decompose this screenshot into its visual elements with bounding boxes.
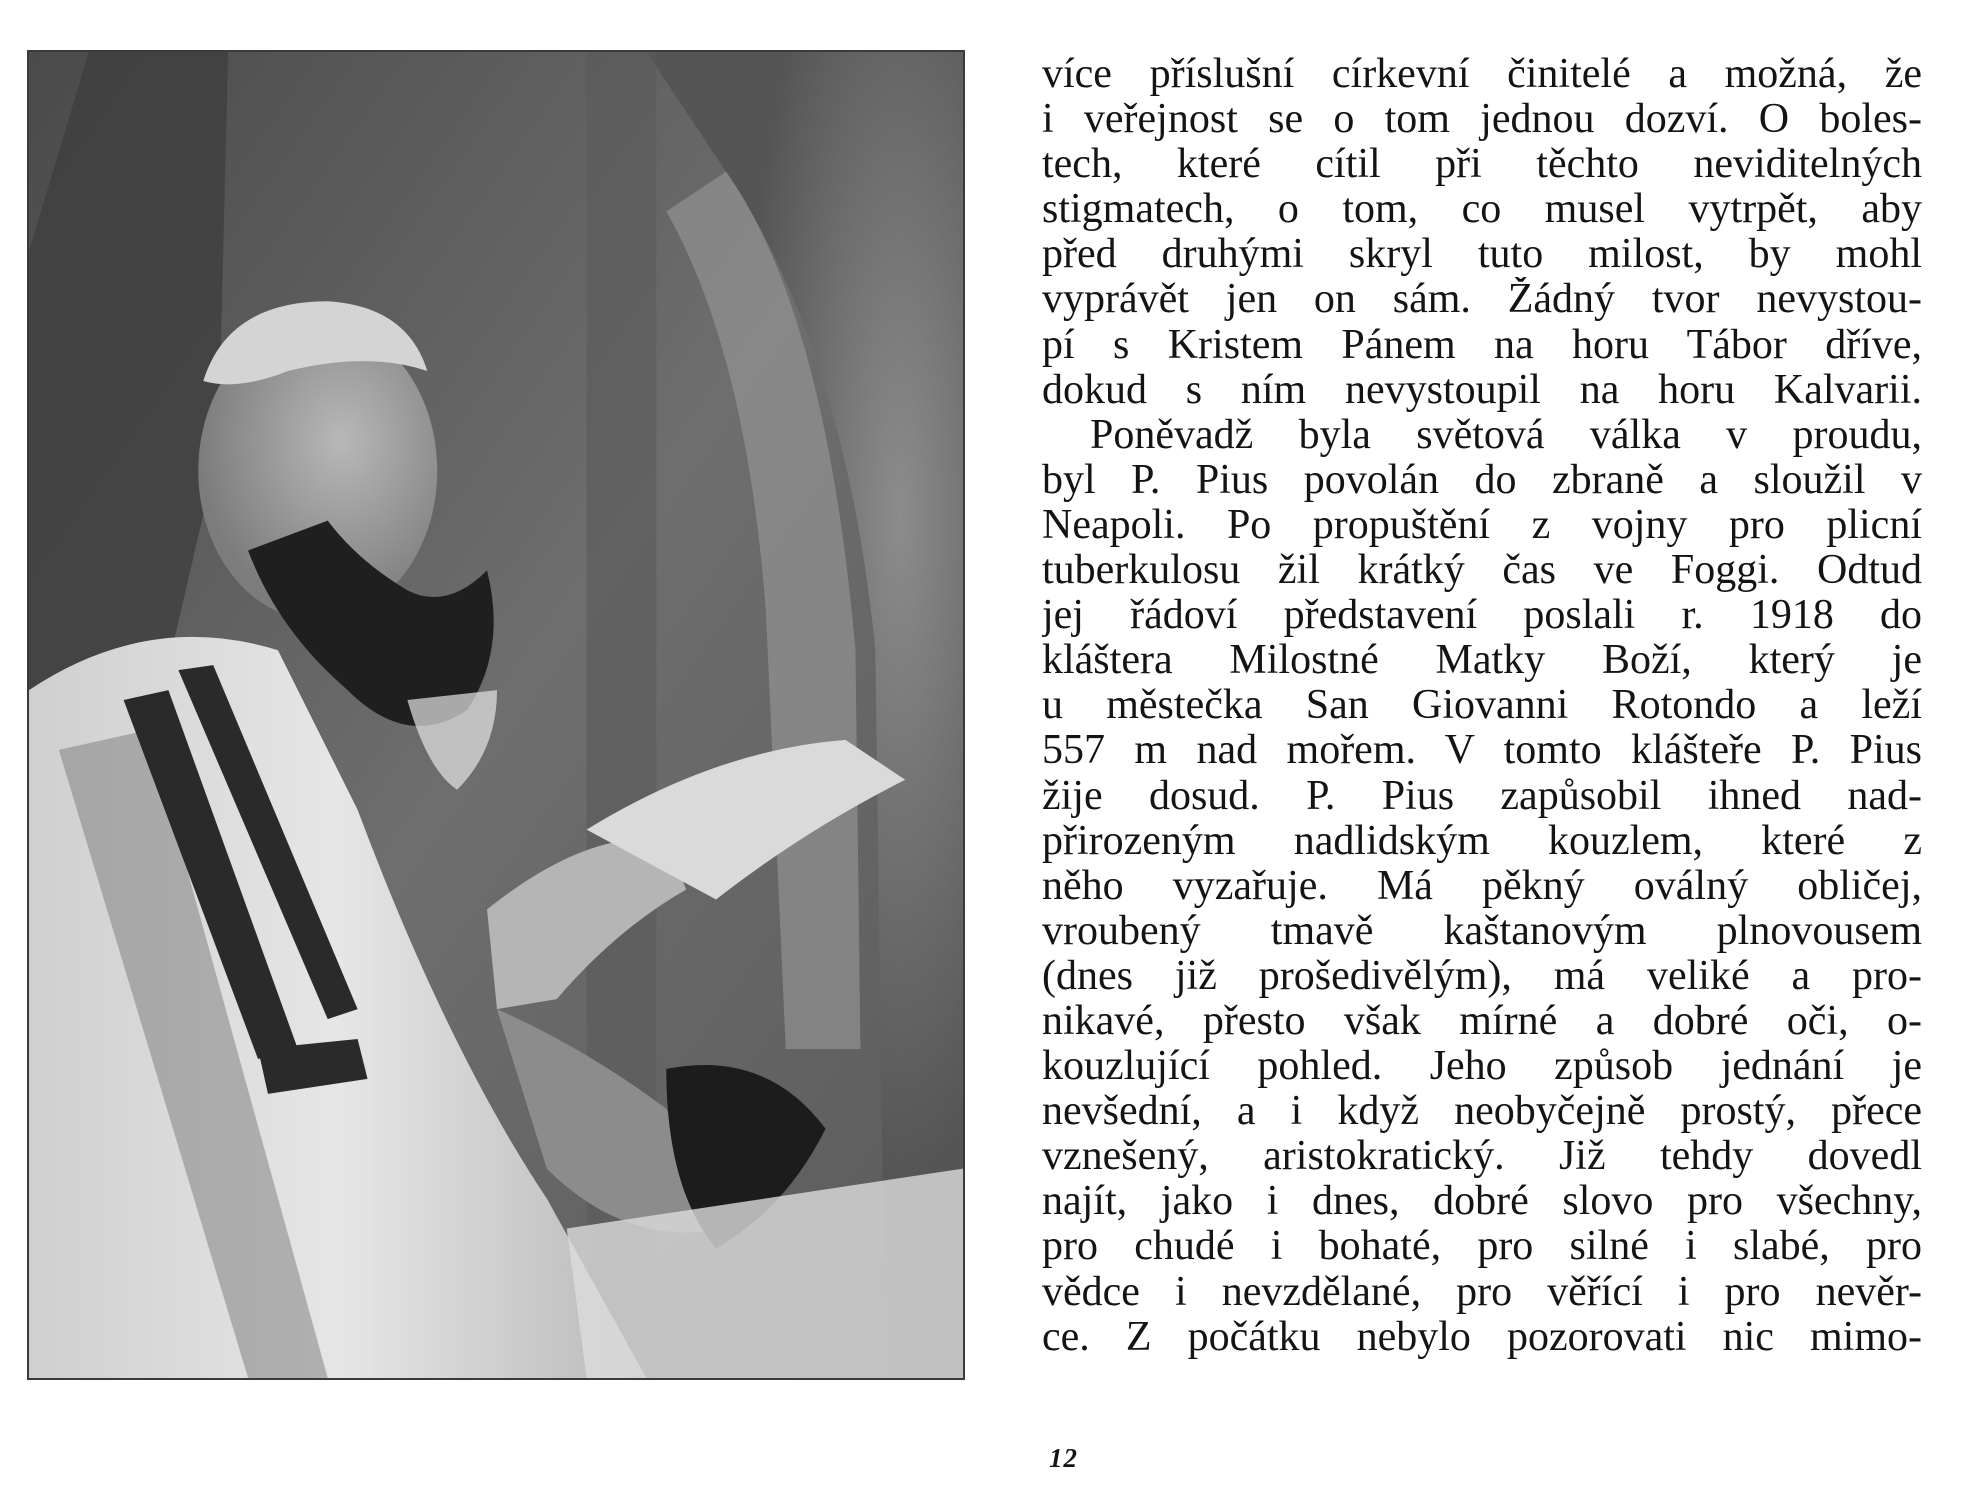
text-line: vědce i nevzdělané, pro věřící i pro nevěr- [1042, 1269, 1922, 1315]
text-line: přirozeným nadlidským kouzlem, které z [1042, 818, 1922, 864]
text-line: i veřejnost se o tom jednou dozví. O boles- [1042, 97, 1922, 143]
page-number: 12 [1049, 1443, 1078, 1473]
text-line: vroubený tmavě kaštanovým plnovousem [1042, 908, 1922, 954]
text-line: stigmatech, o tom, co musel vytrpět, aby [1042, 187, 1922, 233]
text-line: 557 m nad mořem. V tomto klášteře P. Pius [1042, 728, 1922, 774]
text-line: žije dosud. P. Pius zapůsobil ihned nad- [1042, 773, 1922, 819]
text-line: vyprávět jen on sám. Žádný tvor nevystou- [1042, 277, 1922, 323]
portrait-photo-illustration [29, 52, 963, 1378]
text-line: najít, jako i dnes, dobré slovo pro všechny, [1042, 1179, 1922, 1225]
text-line: kouzlující pohled. Jeho způsob jednání je [1042, 1044, 1922, 1090]
text-line: u městečka San Giovanni Rotondo a leží [1042, 683, 1922, 729]
text-line: tuberkulosu žil krátký čas ve Foggi. Odtud [1042, 548, 1922, 594]
text-line: pí s Kristem Pánem na horu Tábor dříve, [1042, 322, 1922, 368]
portrait-photo [27, 50, 965, 1380]
text-line: dokud s ním nevystoupil na horu Kalvarii. [1042, 367, 1922, 413]
text-line: tech, které cítil při těchto neviditelných [1042, 142, 1922, 188]
text-line: byl P. Pius povolán do zbraně a sloužil v [1042, 457, 1922, 503]
body-text [1042, 52, 1922, 1360]
text-line: pro chudé i bohaté, pro silné i slabé, pro [1042, 1224, 1922, 1270]
text-line: před druhými skryl tuto milost, by mohl [1042, 232, 1922, 278]
text-line: ce. Z počátku nebylo pozorovati nic mimo- [1042, 1314, 1922, 1360]
text-line: něho vyzařuje. Má pěkný oválný obličej, [1042, 863, 1922, 909]
text-line: Poněvadž byla světová válka v proudu, [1090, 412, 1922, 458]
text-line: vznešený, aristokratický. Již tehdy dovedl [1042, 1134, 1922, 1180]
text-line: kláštera Milostné Matky Boží, který je [1042, 638, 1922, 684]
text-line: (dnes již prošedivělým), má veliké a pro- [1042, 953, 1922, 999]
text-line: jej řádoví představení poslali r. 1918 do [1042, 593, 1922, 639]
text-line: nevšední, a i když neobyčejně prostý, přece [1042, 1089, 1922, 1135]
text-line: nikavé, přesto však mírné a dobré oči, o- [1042, 998, 1922, 1044]
text-line: více příslušní církevní činitelé a možná, že [1042, 52, 1922, 97]
text-line: Neapoli. Po propuštění z vojny pro plicní [1042, 502, 1922, 548]
